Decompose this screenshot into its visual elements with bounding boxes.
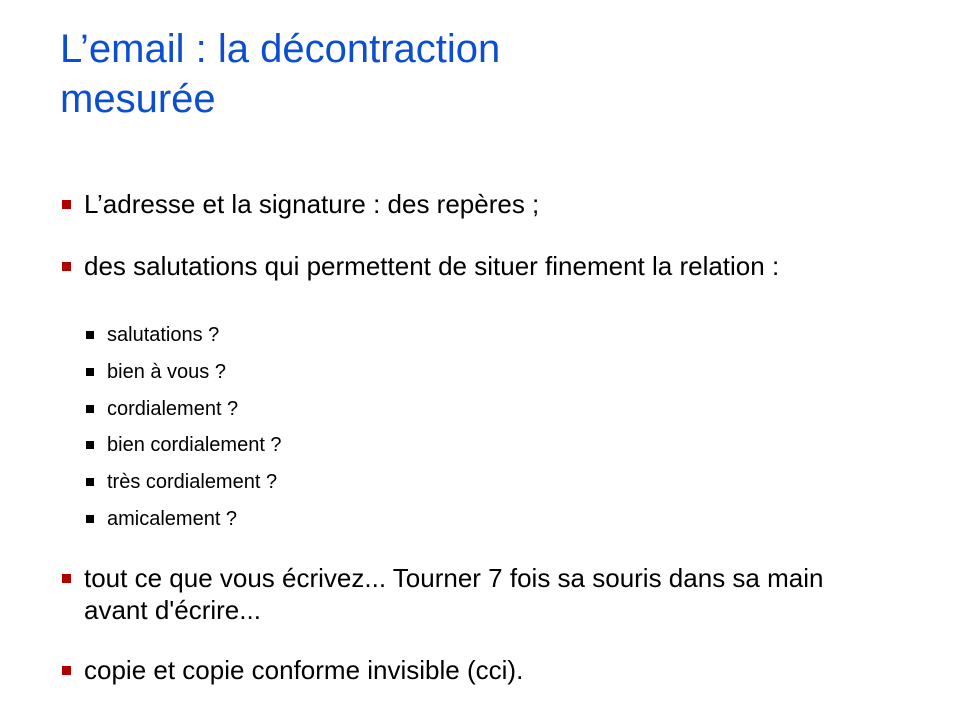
- bullet-marker-icon: [62, 262, 71, 271]
- bullet-text: des salutations qui permettent de situer finement la relation :: [84, 251, 780, 281]
- sub-bullet-item: [84, 396, 784, 422]
- bullet-item: [60, 188, 860, 220]
- sub-bullet-marker-icon: [86, 331, 94, 339]
- bullet-text: copie et copie conforme invisible (cci).: [84, 655, 524, 685]
- sub-bullet-text: amicalement ?: [107, 508, 238, 530]
- bullet-marker-icon: [62, 666, 71, 675]
- sub-bullet-text: bien à vous ?: [107, 361, 226, 383]
- sub-bullet-text: salutations ?: [107, 324, 220, 346]
- sub-bullet-marker-icon: [86, 478, 94, 486]
- bullet-marker-icon: [62, 574, 71, 583]
- bullet-marker-icon: [62, 200, 71, 209]
- sub-bullet-item: [84, 469, 784, 495]
- sub-bullet-marker-icon: [86, 405, 94, 413]
- sub-bullet-text: cordialement ?: [107, 398, 239, 420]
- sub-bullet-item: [84, 432, 784, 458]
- sub-bullet-item: [84, 506, 784, 532]
- bullet-item: [60, 654, 860, 686]
- slide-title-line-2: mesurée: [60, 77, 216, 121]
- sub-bullet-marker-icon: [86, 441, 94, 449]
- bullet-text: tout ce que vous écrivez... Tourner 7 fois sa souris dans sa main avant d'écrire...: [84, 563, 824, 625]
- bullet-text: L’adresse et la signature : des repères ;: [84, 189, 540, 219]
- slide-title-line-1: L’email : la décontraction: [60, 27, 501, 71]
- sub-bullet-item: [84, 322, 784, 348]
- bullet-item: [60, 250, 860, 282]
- sub-bullet-marker-icon: [86, 515, 94, 523]
- slide-title: [60, 24, 880, 124]
- bullet-item: [60, 562, 860, 626]
- sub-bullet-item: [84, 359, 784, 385]
- sub-bullet-text: très cordialement ?: [107, 471, 278, 493]
- sub-bullet-text: bien cordialement ?: [107, 434, 282, 456]
- sub-bullet-marker-icon: [86, 368, 94, 376]
